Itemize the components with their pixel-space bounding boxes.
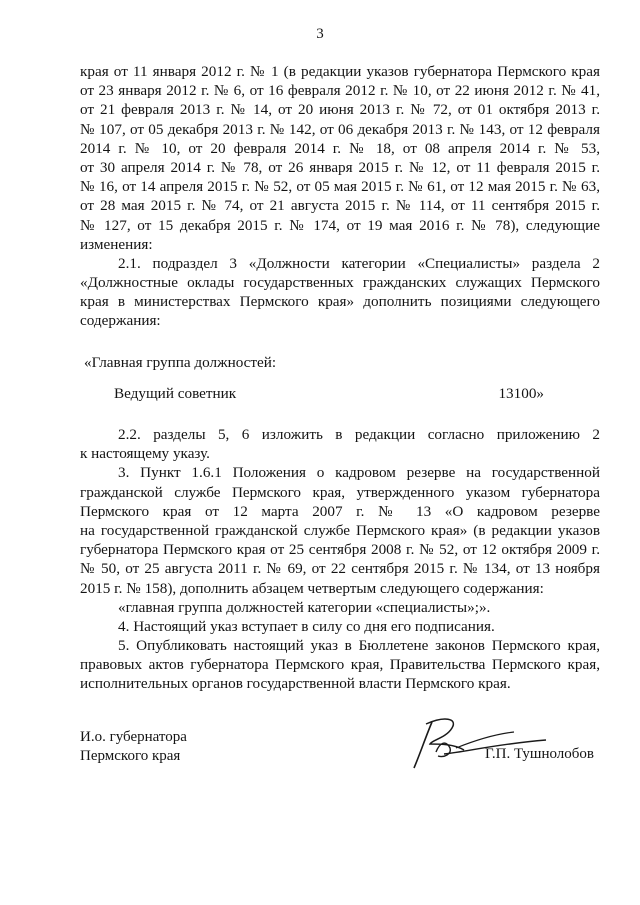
text-line: № 107, от 05 декабря 2013 г. № 142, от 06 декабря 2013 г. № 143, от 12 февраля	[80, 120, 600, 138]
paragraph-amendments-list	[80, 62, 600, 254]
text-line: 3. Пункт 1.6.1 Положения о кадровом резерве на государственной	[118, 464, 600, 482]
text-line: 2.2. разделы 5, 6 изложить в редакции согласно приложению 2	[118, 426, 600, 443]
text-line: губернатора Пермского края от 25 сентября 2008 г. № 52, от 12 октября 2009 г.	[80, 541, 600, 559]
text-line: «Должностные оклады государственных гражданских служащих Пермского	[80, 274, 600, 292]
group-title: «Главная группа должностей:	[84, 353, 277, 371]
text-line: от 30 апреля 2014 г. № 78, от 26 января 2015 г. № 12, от 11 февраля 2015 г.	[80, 158, 600, 176]
text-line: края от 11 января 2012 г. № 1 (в редакции указов губернатора Пермского края	[80, 63, 600, 80]
text-line: № 127, от 15 декабря 2015 г. № 174, от 19 мая 2016 г. № 78), следующие	[80, 216, 600, 234]
handwritten-signature	[396, 714, 566, 774]
paragraph-5	[80, 636, 600, 694]
text-line: на государственной гражданской службе Пермского края» (в редакции указов	[80, 521, 600, 539]
text-line: № 50, от 25 августа 2011 г. № 69, от 22 сентября 2015 г. № 134, от 13 ноября	[80, 560, 600, 578]
text-line: правовых актов губернатора Пермского края, Правительства Пермского края,	[80, 656, 600, 674]
document-body	[80, 62, 600, 694]
text-line: исполнительных органов государственной власти Пермского края.	[80, 675, 511, 693]
text-line: гражданской службе Пермского края, утвержденного указом губернатора	[80, 483, 600, 501]
paragraph-4: 4. Настоящий указ вступает в силу со дня его подписания.	[118, 617, 495, 635]
text-line: от 23 января 2012 г. № 6, от 16 февраля 2012 г. № 10, от 22 июня 2012 г. № 41,	[80, 82, 600, 100]
position-name: Ведущий советник	[114, 384, 237, 402]
signatory-title	[80, 728, 187, 766]
signatory-title-line: И.о. губернатора	[80, 729, 187, 745]
text-line: 2.1. подраздел 3 «Должности категории «Специалисты» раздела 2	[118, 254, 600, 272]
text-line: 2015 г. № 158), дополнить абзацем четвертым следующего содержания:	[80, 579, 544, 597]
paragraph-2-1	[80, 254, 600, 331]
paragraph-3	[80, 463, 600, 597]
text-line: Пермского края от 12 марта 2007 г. № 13 «О кадровом резерве	[80, 502, 600, 520]
text-line: края в министерствах Пермского края» дополнить позициями следующего	[80, 293, 600, 311]
text-line: № 16, от 14 апреля 2015 г. № 52, от 05 мая 2015 г. № 61, от 12 мая 2015 г. № 63,	[80, 178, 600, 196]
text-line: от 28 мая 2015 г. № 74, от 21 августа 2015 г. № 114, от 11 сентября 2015 г.	[80, 197, 600, 215]
text-line: от 21 февраля 2013 г. № 14, от 20 июня 2013 г. № 72, от 01 октября 2013 г.	[80, 101, 600, 119]
signatory-name: Г.П. Тушнолобов	[484, 746, 594, 762]
text-line: к настоящему указу.	[80, 445, 210, 463]
page-number: 3	[316, 26, 324, 42]
signature-block	[80, 728, 600, 798]
paragraph-2-2	[80, 425, 600, 463]
position-salary: 13100»	[498, 384, 544, 402]
text-line: 5. Опубликовать настоящий указ в Бюллетене законов Пермского края,	[118, 637, 600, 655]
position-row	[80, 384, 600, 403]
text-line: изменения:	[80, 235, 153, 253]
quote-line: «главная группа должностей категории «специалисты»;».	[118, 598, 491, 616]
text-line: содержания:	[80, 312, 161, 330]
text-line: 2014 г. № 10, от 20 февраля 2014 г. № 18, от 08 апреля 2014 г. № 53,	[80, 139, 600, 157]
signatory-title-line: Пермского края	[80, 748, 181, 764]
